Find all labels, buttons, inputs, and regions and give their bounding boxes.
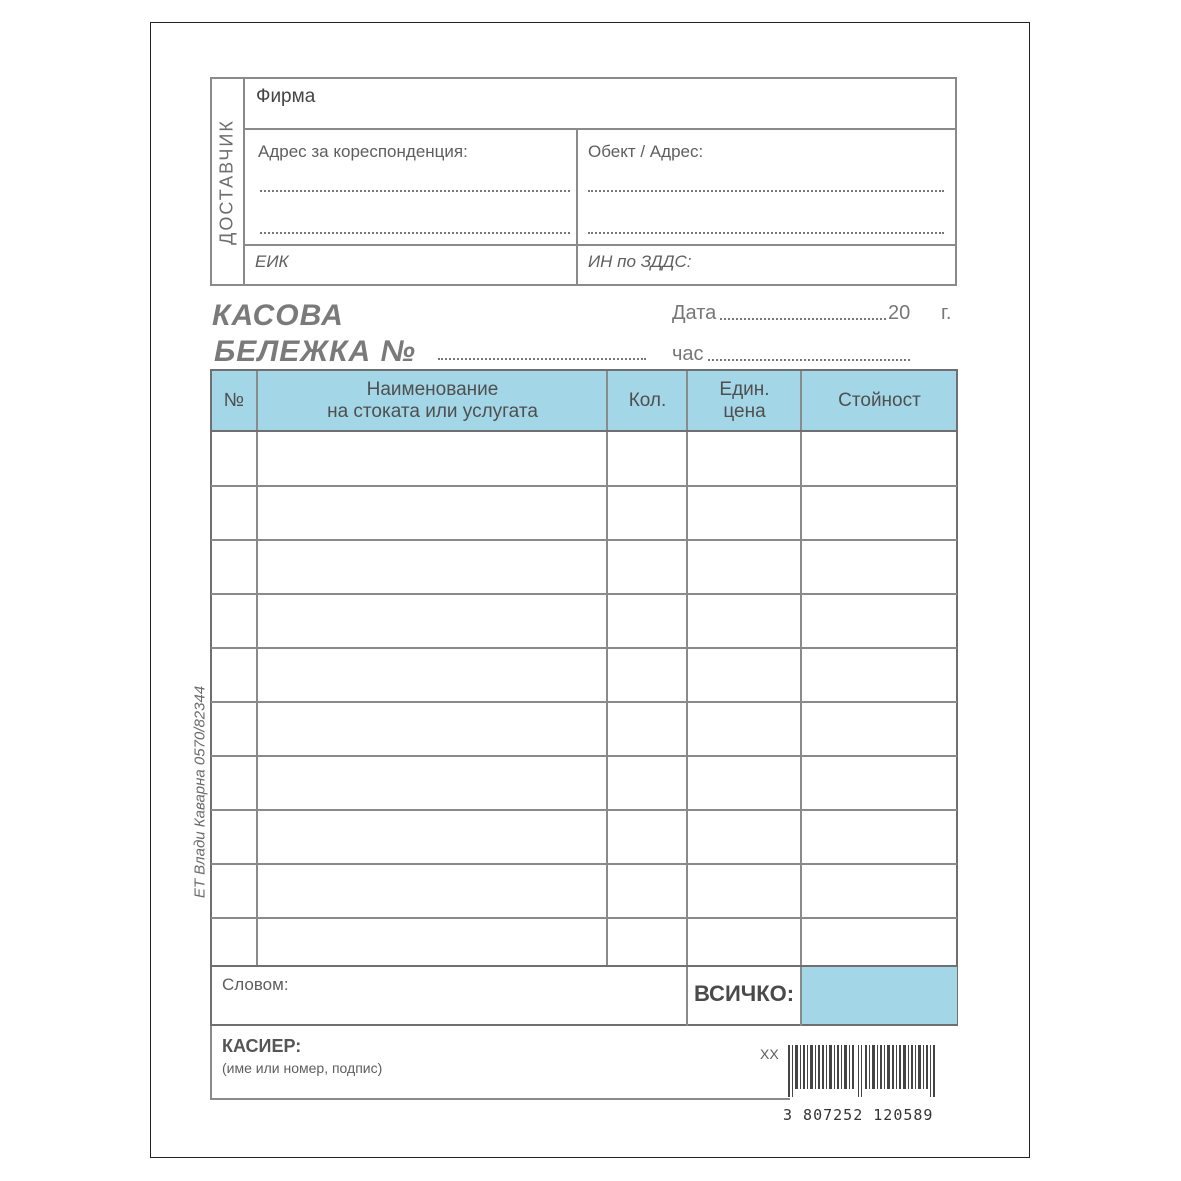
company-label: Фирма (256, 86, 316, 107)
column-header-value: Стойност (838, 389, 921, 411)
year-suffix: г. (941, 302, 952, 324)
column-divider (686, 371, 688, 1026)
column-header-quantity: Кол. (628, 389, 667, 411)
header-divider (211, 430, 957, 432)
row-divider (211, 647, 957, 649)
site-address-line-2 (588, 232, 944, 234)
supplier-side-label: ДОСТАВЧИК (216, 119, 237, 245)
supplier-side-divider (243, 77, 245, 286)
year-prefix: 20 (888, 302, 911, 324)
row-divider (211, 863, 957, 865)
correspondence-address-line-2 (260, 232, 570, 234)
receipt-number-line (438, 358, 646, 360)
column-divider (256, 371, 258, 965)
eik-label: ЕИК (255, 252, 289, 271)
cashier-box-bottom (210, 1098, 790, 1100)
cashier-label: КАСИЕР: (222, 1036, 302, 1056)
site-address-line-1 (588, 190, 944, 192)
row-divider (211, 539, 957, 541)
company-row-divider (243, 128, 957, 130)
site-address-label: Обект / Адрес: (588, 142, 704, 161)
correspondence-address-line-1 (260, 190, 570, 192)
column-header-number: № (223, 389, 245, 411)
row-divider (211, 917, 957, 919)
barcode-number: 3 807252 120589 (783, 1106, 934, 1124)
row-divider (211, 809, 957, 811)
supplier-box (210, 77, 957, 286)
column-header-unit-price: Един. цена (719, 378, 770, 422)
receipt-title-line-2: БЕЛЕЖКА № (214, 335, 416, 368)
total-label: ВСИЧКО: (694, 981, 795, 1006)
date-line (720, 318, 886, 320)
row-divider (211, 593, 957, 595)
address-column-divider (576, 128, 578, 286)
row-divider (211, 701, 957, 703)
column-header-description: Наименование на стоката или услугата (327, 378, 538, 422)
row-divider (211, 755, 957, 757)
column-divider (800, 371, 802, 1026)
date-label: Дата (672, 302, 717, 324)
series-code: XX (760, 1046, 779, 1062)
printer-credit: ЕТ Влади Каварна 0570/82344 (191, 685, 209, 899)
row-divider (211, 485, 957, 487)
receipt-title-line-1: КАСОВА (212, 299, 344, 332)
cashier-hint: (име или номер, подпис) (222, 1060, 383, 1076)
correspondence-address-label: Адрес за кореспонденция: (258, 142, 468, 161)
total-amount-box (802, 967, 957, 1024)
items-table (210, 369, 958, 1026)
time-label: час (672, 343, 704, 365)
cashier-box-left (210, 1026, 212, 1100)
barcode-graphic (788, 1045, 948, 1097)
in-words-label: Словом: (222, 975, 289, 994)
column-divider (606, 371, 608, 965)
eik-row-divider (243, 244, 957, 246)
vat-number-label: ИН по ЗДДС: (588, 252, 692, 271)
time-line (708, 359, 910, 361)
